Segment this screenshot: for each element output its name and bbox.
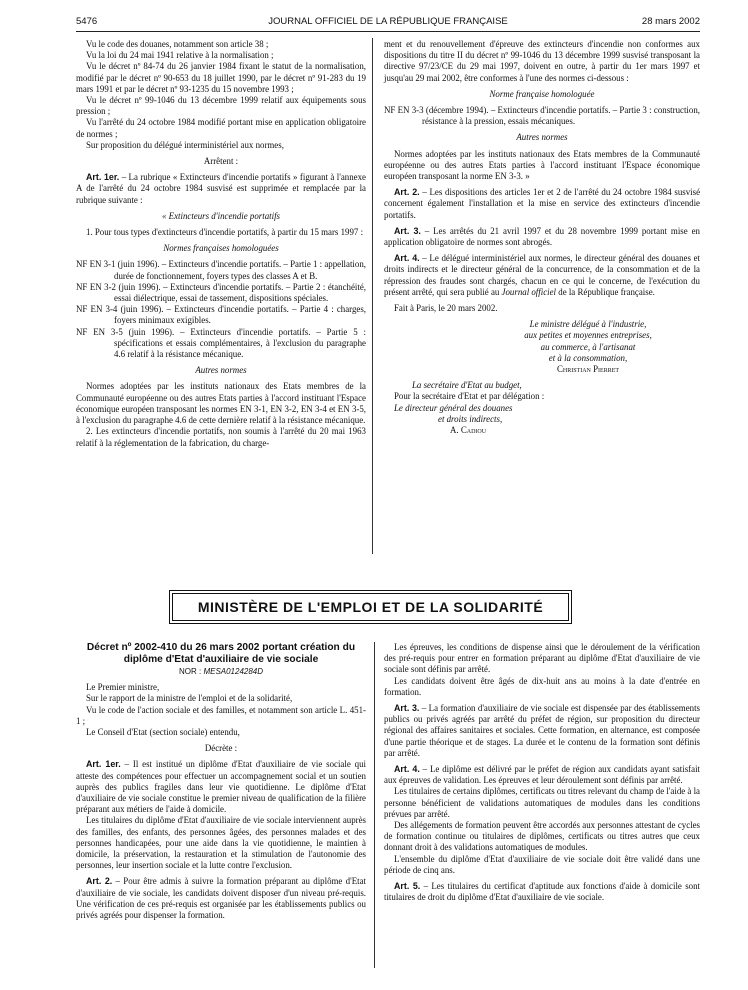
minister-name: Christian Pierret [556,364,620,375]
secretary-delegation: Pour la secrétaire d'Etat et par délégation : [394,391,545,402]
intro-line: Sur le rapport de la ministre de l'emploi et de la solidarité, [86,693,293,704]
rubrique-title: « Extincteurs d'incendie portatifs [162,210,280,221]
article-4: Art. 4. – Le délégué interministériel aux normes, le directeur général des douanes et droits indirects et le directeur général de la concurrence, de la consommation et de la répression des fraudes sont chargés, chacun en ce qui le concerne, de l'exécution du présent arrêté, qui sera publié au Journal officiel de la République française. [384,253,700,297]
paragraph: Les épreuves, les conditions de dispense ainsi que le déroulement de la vérification des pré-requis pour entrer en formation préparant au diplôme d'Etat d'auxiliaire de vie sociale sont définis par arrêté. [384,642,700,675]
autres-heading: Autres normes [195,365,247,376]
minister-signature: Le ministre délégué à l'industrie, aux petites et moyennes entreprises, au commerce, à l'artisanat et à la consommation, [524,319,652,363]
page-header [76,16,700,30]
autres-text: Normes adoptées par les instituts nationaux des Etats membres de la Communauté européenne ou des autres Etats parties à l'accord instituant l'Espace économique européen transposant les normes EN 3-1, EN 3-2, EN 3-4 et EN 3-5, à l'exclusion du paragraphe 4.6 de cette dernière relatif à la résistance mécanique. [76,381,366,426]
paragraph: Des allégements de formation peuvent être accordés aux personnes attestant de cycles de formation continue ou titulaires de diplômes, certificats ou titres autres que ceux donnant droit à des validations automatiques de modules. [384,820,700,853]
point-1: 1. Pour tous types d'extincteurs d'incendie portatifs, à partir du 15 mars 1997 : [86,227,364,238]
article-1: Art. 1er. – La rubrique « Extincteurs d'incendie portatifs » figurant à l'annexe A de l'arrêté du 24 octobre 1984 susvisé est supprimée et remplacée par la rubrique suivante : [76,172,366,205]
paragraph: Les titulaires de certains diplômes, certificats ou titres relevant du champ de l'aide à la personne bénéficient de validations automatiques de modules dans les conditions prévues par arrêté. [384,786,700,819]
secretary-signature: La secrétaire d'Etat au budget, [412,380,522,391]
article-4: Art. 4. – Le diplôme est délivré par le préfet de région aux candidats ayant satisfait aux épreuves de validation. Les épreuves et leur déroulement sont définis par arrêté. [384,764,701,786]
paragraph: Les candidats doivent être âgés de dix-huit ans au moins à la date d'entrée en formation. [384,675,700,697]
standard-item: NF EN 3-3 (décembre 1994). – Extincteurs d'incendie portatifs. – Partie 3 : construction, résistance à la pression, essais mécaniques. [384,105,700,127]
article-5: Art. 5. – Les titulaires du certificat d'aptitude aux fonctions d'aide à domicile sont titulaires de droit du diplôme d'Etat d'auxiliaire de vie sociale. [384,881,700,903]
standard-item: NF EN 3-4 (juin 1996). – Extincteurs d'incendie portatifs. – Partie 4 : charges, foyers minimaux exigibles. [76,304,367,326]
journal-title: JOURNAL OFFICIEL DE LA RÉPUBLIQUE FRANÇAISE [268,16,508,27]
visa: Sur proposition du délégué interministériel aux normes, [86,139,284,150]
decrete: Décrète : [204,743,238,754]
autres-text: Normes adoptées par les instituts nationaux des Etats membres de la Communauté européenne ou des autres Etats parties à l'accord instituant l'Espace économique européen transposant la norme EN 3-3. » [384,148,700,182]
lower-left-column [76,642,366,921]
standard-item: NF EN 3-1 (juin 1996). – Extincteurs d'incendie portatifs. – Partie 1 : appellation, durée de fonctionnement, foyers types des classes A et B. [76,259,366,281]
intro-line: Le Conseil d'Etat (section sociale) entendu, [86,727,240,738]
autres-heading: Autres normes [516,132,568,143]
intro-line: Le Premier ministre, [86,682,160,693]
standard-item: NF EN 3-5 (juin 1996). – Extincteurs d'incendie portatifs. – Partie 5 : spécifications et essais complémentaires, à l'exclusion du paragraphe 4.6 relatif à la résistance mécanique. [76,326,366,360]
nf-heading: Norme française homologuée [489,88,595,99]
column-divider [372,38,373,554]
article-1-paragraph: Les titulaires du diplôme d'Etat d'auxiliaire de vie sociale interviennent auprès des familles, des enfants, des personnes âgées, des personnes malades et des personnes handicapées, pour une aide dans la vie quotidienne, le maintien à domicile, la préservation, la restauration et la stimulation de l'autonomie des personnes, leur insertion sociale et la lutte contre l'exclusion. [76,815,366,871]
article-3: Art. 3. – La formation d'auxiliaire de vie sociale est dispensée par des établissements publics ou privés agréés par arrêté du préfet de région, sur proposition du directeur régional des affaires sanitaires et sociales. Cette formation, en alternance, est composée d'une partie théorique et de stages. La durée et le contenu de la formation sont définis par arrêté. [384,703,700,758]
upper-right-column [384,39,700,436]
article-1: Art. 1er. – Il est institué un diplôme d'Etat d'auxiliaire de vie sociale qui atteste des compétences pour effectuer un accompagnement social et un soutien auprès des publics fragiles dans leur vie quotidienne. Le diplôme d'Etat d'auxiliaire de vie sociale constitue le premier niveau de qualification de la filière préparant aux métiers de l'aide à domicile. [76,759,366,815]
paragraph: L'ensemble du diplôme d'Etat d'auxiliaire de vie sociale doit être validé dans une période de cinq ans. [384,853,700,875]
visa: Vu le code des douanes, notamment son article 38 ; [86,39,269,49]
point-2: 2. Les extincteurs d'incendie portatifs, non soumis à l'arrêté du 20 mai 1963 relatif à la réglementation de la fabrication, du charge- [76,426,366,448]
visa: Vu l'arrêté du 24 octobre 1984 modifié portant mise en application obligatoire de normes ; [76,117,366,139]
arretent: Arrêtent : [203,156,239,167]
decree-title: Décret nº 2002-410 du 26 mars 2002 portant création du diplôme d'Etat d'auxiliaire de vie sociale [86,642,356,665]
upper-left-column [76,39,366,449]
lower-right-column [384,642,700,903]
article-2: Art. 2. – Les dispositions des articles 1er et 2 de l'arrêté du 24 octobre 1984 susvisé concernent également l'installation et la mise en service des extincteurs d'incendie portatifs. [384,187,701,220]
director-signature: et droits indirects, [438,413,503,424]
ministry-banner: MINISTÈRE DE L'EMPLOI ET DE LA SOLIDARITÉ [172,593,569,621]
nf-heading: Normes françaises homologuées [163,243,279,254]
article-3: Art. 3. – Les arrêtés du 21 avril 1997 et du 28 novembre 1999 portant mise en application obligatoire de normes sont abrogés. [384,225,700,248]
header-rule [76,31,700,32]
visa: Vu le décret nº 99-1046 du 13 décembre 1999 relatif aux équipements sous pression ; [76,95,366,117]
standard-item: NF EN 3-2 (juin 1996). – Extincteurs d'incendie portatifs. – Partie 2 : étanchéité, essai diélectrique, essai de tassement, dispositions spéciales. [76,281,367,304]
visa: Vu la loi du 24 mai 1941 relative à la normalisation ; [86,50,274,61]
page-number: 5476 [76,16,98,27]
director-name: A. Cadiou [450,425,487,436]
continuation-text: ment et du renouvellement d'épreuve des extincteurs d'incendie non conformes aux dispositions du titre II du décret nº 99-1046 du 13 décembre 1999 susvisé transposant la directive 97/23/CE du 29 mai 1997, doivent en outre, à partir du 1er mars 1997 et jusqu'au 29 mai 2002, être conformes à l'une des normes ci-dessous : [384,39,700,83]
visa: Vu le décret nº 84-74 du 26 janvier 1984 fixant le statut de la normalisation, modifié par le décret nº 90-653 du 18 juillet 1990, par le décret nº 91-283 du 19 mars 1991 et par le décret nº 93-1235 du 15 novembre 1993 ; [76,61,366,94]
director-signature: Le directeur général des douanes [394,402,513,413]
nor-reference: NOR : MESA0124284D [178,667,264,676]
issue-date: 28 mars 2002 [641,16,700,27]
intro-line: Vu le code de l'action sociale et des familles, et notamment son article L. 451-1 ; [76,704,366,726]
column-divider [374,642,375,968]
article-2: Art. 2. – Pour être admis à suivre la formation préparant au diplôme d'Etat d'auxiliaire de vie sociale, les candidats doivent disposer d'un niveau pré-requis. Une vérification de ces pré-requis est organisée par les établissements publics ou privés agréés pour dispenser la formation. [76,876,366,921]
fait-a-paris: Fait à Paris, le 20 mars 2002. [394,303,498,314]
